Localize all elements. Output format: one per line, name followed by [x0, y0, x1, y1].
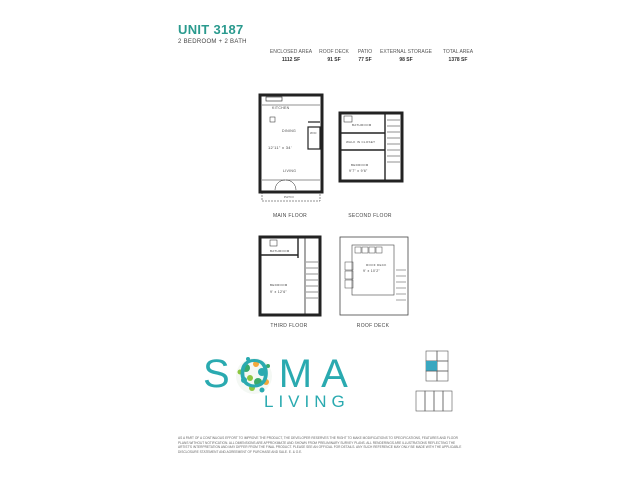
third-floor-label: THIRD FLOOR: [270, 323, 308, 329]
stairs: [306, 262, 318, 298]
key-cell: [434, 391, 443, 411]
logo-text: SOMA: [203, 352, 357, 396]
stairs: [387, 120, 400, 162]
main-floor-label: MAIN FLOOR: [272, 213, 308, 219]
legal-disclaimer: AS A PART OF A CONTINUOUS EFFORT TO IMPROVE THE PRODUCT, THE DEVELOPER RESERVES THE RIGHT TO MAKE MODIFICATIONS TO SPECIFICATIONS, FEATURES AND FLOOR PLANS WITHOUT NOTIFICATION. ALL DIMENSIONS ARE APPROXIMATE AND SHOWN FROM PRELIMINARY SURVEY PLANS. ALL RENDERINGS ARE ILLUSTRATIONS REFLECTING THE ARTIST'S INTERPRETATION AND MAY DIFFER FROM THE FINAL PRODUCT. PLEASE SEE AN OFFICIAL FOR DETAILS. ANY SUCH REFERENCE MAY ONLY BE MADE WITH THE APPLICABLE DISCLOSURE STATEMENT AND AGREEMENT OF PURCHASE AND SALE. E. & O.E.: [178, 436, 462, 454]
room-living: LIVING: [283, 169, 297, 173]
stat-label: PATIO: [357, 49, 373, 55]
key-cell: [426, 351, 437, 361]
room-patio: PATIO: [284, 195, 295, 199]
key-cell: [437, 351, 448, 361]
main-floor-walls: [260, 95, 322, 192]
stat-label: EXTERNAL STORAGE: [380, 49, 432, 55]
roof-deck-plan: [340, 237, 408, 315]
door-swing: [275, 180, 285, 190]
second-floor-label: SECOND FLOOR: [348, 213, 392, 219]
key-cell: [426, 371, 437, 381]
third-floor-walls: [260, 237, 320, 315]
room-dining: DINING: [282, 129, 297, 133]
key-cell: [443, 391, 452, 411]
key-cell: [416, 391, 425, 411]
key-plan: [416, 351, 452, 411]
kitchen-counter: [266, 97, 282, 101]
stat-label: ENCLOSED AREA: [269, 49, 313, 55]
vanity: [344, 116, 352, 122]
deck-planters: [345, 247, 382, 288]
room-bathroom: BATHROOM: [352, 123, 372, 127]
room-bathroom: BATHROOM: [270, 249, 290, 253]
logo-soma: [203, 352, 357, 397]
key-cell: [425, 391, 434, 411]
logo-living: LIVING: [264, 392, 350, 411]
key-cell: [437, 361, 448, 371]
stat-value: 91 SF: [327, 57, 341, 63]
dining-table: [270, 117, 275, 122]
unit-subtitle: 2 BEDROOM + 2 BATH: [178, 39, 247, 45]
stat-value: 77 SF: [358, 57, 372, 63]
stat-value: 1112 SF: [281, 57, 301, 63]
room-bedroom: BEDROOM: [270, 283, 288, 287]
room-main-dims: 12'11" x 34': [268, 145, 292, 150]
room-roof-deck-dims: 9' x 10'2": [363, 269, 381, 273]
room-kitchen: KITCHEN: [272, 106, 290, 110]
room-roof-deck: ROOF DECK: [366, 263, 387, 267]
third-floor-plan: [260, 237, 320, 315]
room-bedroom-dims: 9'7" x 9'6": [349, 169, 368, 173]
stairs: [396, 270, 406, 300]
key-highlight: [426, 361, 437, 371]
stat-value: 98 SF: [399, 57, 413, 63]
door-swing: [286, 180, 296, 190]
stat-value: 1378 SF: [448, 57, 468, 63]
key-cell: [437, 371, 448, 381]
stat-label: TOTAL AREA: [442, 49, 474, 55]
stat-label: ROOF DECK: [319, 49, 349, 55]
room-walk-in-closet: WALK IN CLOSET: [346, 140, 376, 144]
unit-title: UNIT 3187: [178, 22, 244, 37]
roof-deck-label: ROOF DECK: [356, 323, 390, 329]
vanity: [270, 240, 277, 246]
room-wd: W/D: [310, 131, 317, 135]
room-bedroom: BEDROOM: [351, 163, 369, 167]
room-bedroom-dims: 9' x 12'6": [270, 290, 288, 294]
